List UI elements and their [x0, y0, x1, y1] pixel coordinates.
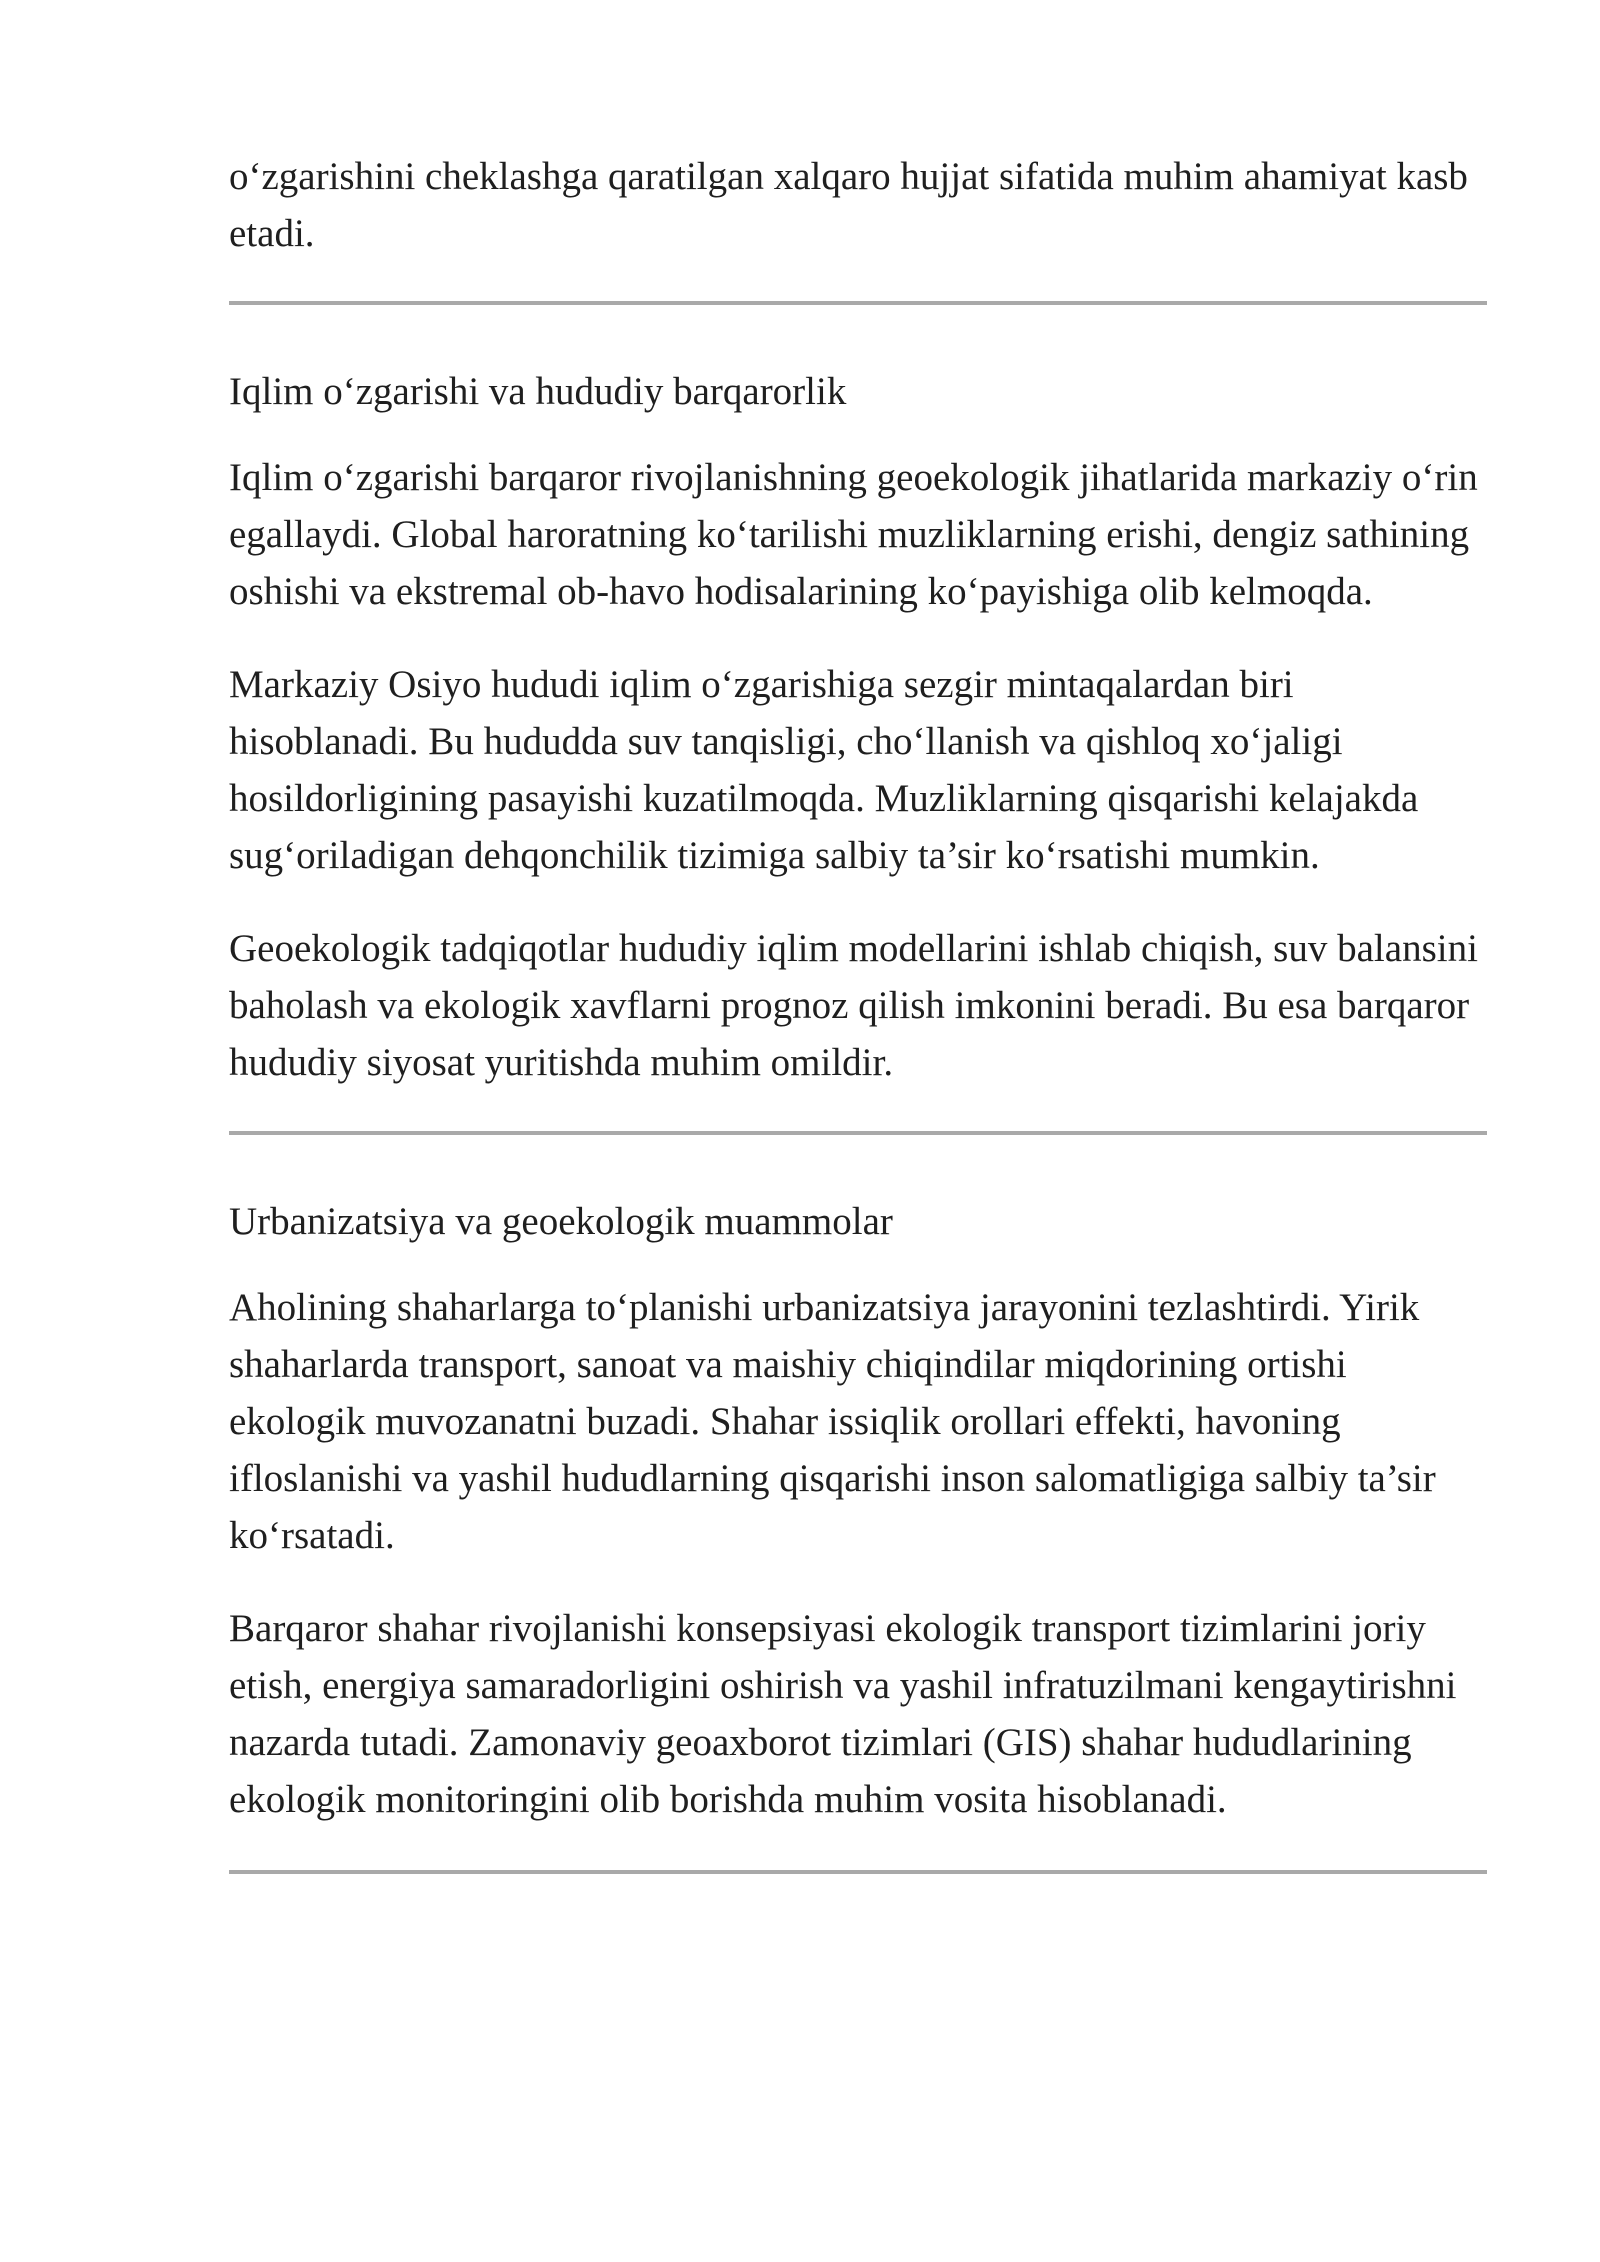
section-heading-urbanization: Urbanizatsiya va geoekologik muammolar [229, 1200, 893, 1243]
document-page [229, 148, 1487, 1874]
urbanization-paragraph-1: Aholining shaharlarga to‘planishi urbanizatsiya jarayonini tezlashtirdi. Yirik shaharlarda transport, sanoat va maishiy chiqindilar miqdorining ortishi ekologik muvozanatni buzadi. Shahar issiqlik orollari effekti, havoning ifloslanishi va yashil hududlarning qisqarishi inson salomatligiga salbiy ta’sir ko‘rsatadi. [229, 1286, 1436, 1557]
section-body-urbanization [229, 1279, 1487, 1828]
climate-paragraph-2: Markaziy Osiyo hududi iqlim o‘zgarishiga sezgir mintaqalardan biri hisoblanadi. Bu hududda suv tanqisligi, cho‘llanish va qishloq xo‘jaligi hosildorligining pasayishi kuzatilmoqda. Muzliklarning qisqarishi kelajakda sug‘oriladigan dehqonchilik tizimiga salbiy ta’sir ko‘rsatishi mumkin. [229, 663, 1419, 877]
section-divider [229, 1870, 1487, 1874]
section-body-climate [229, 449, 1487, 1091]
section-divider [229, 301, 1487, 305]
urbanization-paragraph-2: Barqaror shahar rivojlanishi konsepsiyasi ekologik transport tizimlarini joriy etish, energiya samaradorligini oshirish va yashil infratuzilmani kengaytirishni nazarda tutadi. Zamonaviy geoaxborot tizimlari (GIS) shahar hududlarining ekologik monitoringini olib borishda muhim vosita hisoblanadi. [229, 1607, 1457, 1821]
section-divider [229, 1131, 1487, 1135]
climate-paragraph-3: Geoekologik tadqiqotlar hududiy iqlim modellarini ishlab chiqish, suv balansini baholash va ekologik xavflarni prognoz qilish imkonini beradi. Bu esa barqaror hududiy siyosat yuritishda muhim omildir. [229, 927, 1478, 1084]
section-heading-climate: Iqlim o‘zgarishi va hududiy barqarorlik [229, 370, 847, 413]
intro-continuation-paragraph: o‘zgarishini cheklashga qaratilgan xalqaro hujjat sifatida muhim ahamiyat kasb etadi. [229, 155, 1468, 255]
climate-paragraph-1: Iqlim o‘zgarishi barqaror rivojlanishning geoekologik jihatlarida markaziy o‘rin egallaydi. Global haroratning ko‘tarilishi muzliklarning erishi, dengiz sathining oshishi va ekstremal ob-havo hodisalarining ko‘payishiga olib kelmoqda. [229, 456, 1478, 613]
